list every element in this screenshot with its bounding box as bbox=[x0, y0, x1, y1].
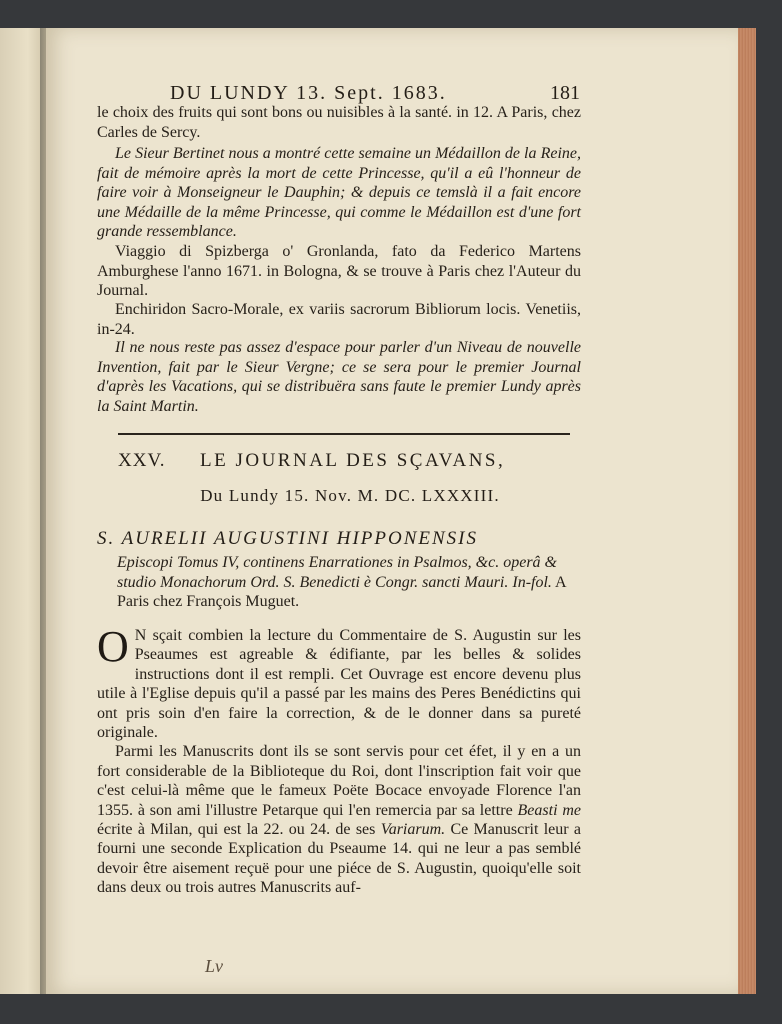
journal-date: Du Lundy 15. Nov. M. DC. LXXXIII. bbox=[200, 486, 500, 505]
journal-number: XXV. bbox=[118, 450, 166, 471]
paragraph-bertinet: Le Sieur Bertinet nous a montré cette semaine un Médaillon de la Reine, fait de mémoire après la mort de cette Princesse, qu'il a eû l'honneur de faire voir à Monseigneur le Dauphin; & depuis ce temslà il a fait encore une Médaille de la même Princesse, qui comme le Médaillon est d'une fort grande ressemblance. bbox=[97, 145, 581, 241]
book-publisher: A Paris chez François Muguet. bbox=[117, 573, 566, 611]
book-title: S. AURELII AUGUSTINI HIPPONENSIS bbox=[97, 528, 478, 549]
review-body bbox=[97, 622, 582, 898]
paragraph-sercy: le choix des fruits qui sont bons ou nuisibles à la santé. in 12. A Paris, chez Carles de Sercy. bbox=[97, 104, 581, 141]
handwritten-mark: Lv bbox=[205, 956, 223, 976]
book-subtitle-latin: Episcopi Tomus IV, continens Enarrationes in Psalmos, &c. operâ & studio Monachorum Ord. S. Benedicti è Congr. sancti Mauri. In-fol. bbox=[117, 554, 557, 591]
journal-name: LE JOURNAL DES SÇAVANS, bbox=[200, 450, 506, 471]
paragraph-enchiridon: Enchiridon Sacro-Morale, ex variis sacrorum Bibliorum locis. Venetiis, in-24. bbox=[97, 301, 581, 338]
review-paragraph-2: Parmi les Manuscrits dont ils se sont servis pour cet éfet, il y en a un fort considerable de la Biblioteque du Roi, dont l'inscription fait voir que c'est celui-là même que le fameux Poëte Bocace envoyade Florence l'an 1355. à son ami l'illustre Petarque qui l'en remercia par sa lettre Beasti me écrite à Milan, qui est la 22. ou 24. de ses Variarum. Ce Manuscrit leur a fourni une seconde Explication du Pseaume 14. qui ne leur a pas semblé devoir être aisement reçuë pour une piéce de S. Augustin, quoiqu'elle soit dans deux ou trois autres Manuscrits auf- bbox=[97, 743, 582, 897]
page-number: 181 bbox=[550, 82, 580, 104]
paragraph-niveau: Il ne nous reste pas assez d'espace pour parler d'un Niveau de nouvelle Invention, fait par le Sieur Vergne; ce se sera pour le premier Journal d'après les Vacations, qui se distribuëra sans faute le premier Lundy après la Saint Martin. bbox=[97, 339, 581, 415]
paragraph-viaggio: Viaggio di Spizberga o' Gronlanda, fato da Federico Martens Amburghese l'anno 1671. in Bologna, & se trouve à Paris chez l'Auteur du Journal. bbox=[97, 243, 581, 300]
book-subtitle bbox=[117, 553, 581, 612]
running-title: DU LUNDY 13. Sept. 1683. bbox=[170, 82, 447, 104]
section-divider bbox=[118, 433, 570, 435]
review-paragraph-1: N sçait combien la lecture du Commentaire de S. Augustin sur les Pseaumes est agreable & édifiante, par les belles & solides instructions dont il est rempli. Cet Ouvrage est encore devenu plus utile à l'Eglise depuis qu'il a passé par les mains des Peres Benédictins qui ont pris soin d'en faire la correction, & de le donner dans sa pureté originale. bbox=[97, 627, 581, 742]
page-fore-edge bbox=[738, 28, 756, 994]
drop-cap: O bbox=[97, 622, 129, 671]
